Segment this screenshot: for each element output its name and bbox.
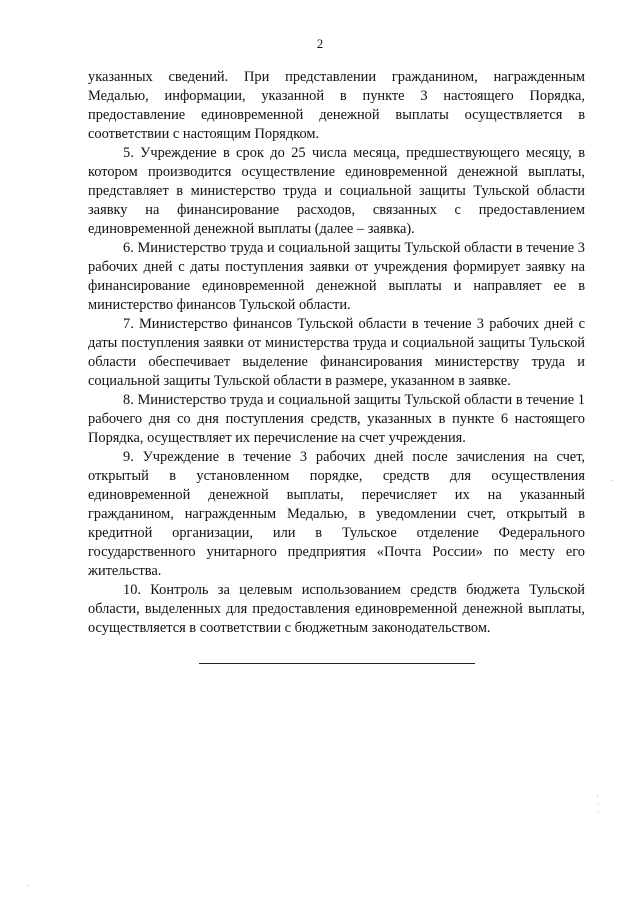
paragraph-item-5: 5. Учреждение в срок до 25 числа месяца, предшествующего месяцу, в котором производится осуществление единовременной денежной выплаты, представляет в министерство труда и социальной защиты Тульской области заявку на финансирование расходов, связанных с предоставлением единовременной денежной выплаты (далее – заявка).: [88, 145, 585, 237]
paragraph-item-8: 8. Министерство труда и социальной защиты Тульской области в течение 1 рабочего дня со дня поступления средств, указанных в пункте 6 настоящего Порядка, осуществляет их перечисление на счет учреждения.: [88, 392, 585, 446]
page-number: 2: [316, 36, 324, 51]
paragraph-item-6: 6. Министерство труда и социальной защиты Тульской области в течение 3 рабочих дней с даты поступления заявки от учреждения формирует заявку на финансирование единовременной денежной выплаты и направляет ее в министерство финансов Тульской области.: [88, 240, 585, 313]
paragraph-continuation: указанных сведений. При представлении гражданином, награжденным Медалью, информации, указанной в пункте 3 настоящего Порядка, предоставление единовременной денежной выплаты осуществляется в соответствии с настоящим Порядком.: [88, 69, 585, 142]
scan-speck: [612, 480, 613, 481]
paragraph-item-10: 10. Контроль за целевым использованием средств бюджета Тульской области, выделенных для предоставления единовременной денежной выплаты, осуществляется в соответствии с бюджетным законодательством.: [88, 582, 585, 636]
end-of-document-rule: [199, 663, 475, 664]
paragraph-item-9: 9. Учреждение в течение 3 рабочих дней после зачисления на счет, открытый в установленном порядке, средств для осуществления единовременной денежной выплаты, перечисляет их на указанный гражданином, награжденным Медалью, в уведомлении счет, открытый в кредитной организации, или в Тульское отделение Федерального государственного унитарного предприятия «Почта России» по месту его жительства.: [88, 449, 585, 579]
scan-speck: [28, 885, 29, 886]
scan-speck: [598, 803, 599, 804]
scan-speck: [597, 795, 598, 796]
paragraph-item-7: 7. Министерство финансов Тульской области в течение 3 рабочих дней с даты поступления заявки от министерства труда и социальной защиты Тульской области обеспечивает выделение финансирования министерству труда и социальной защиты Тульской области в размере, указанном в заявке.: [88, 316, 585, 389]
scan-speck: [598, 812, 599, 813]
document-body: [88, 68, 585, 638]
